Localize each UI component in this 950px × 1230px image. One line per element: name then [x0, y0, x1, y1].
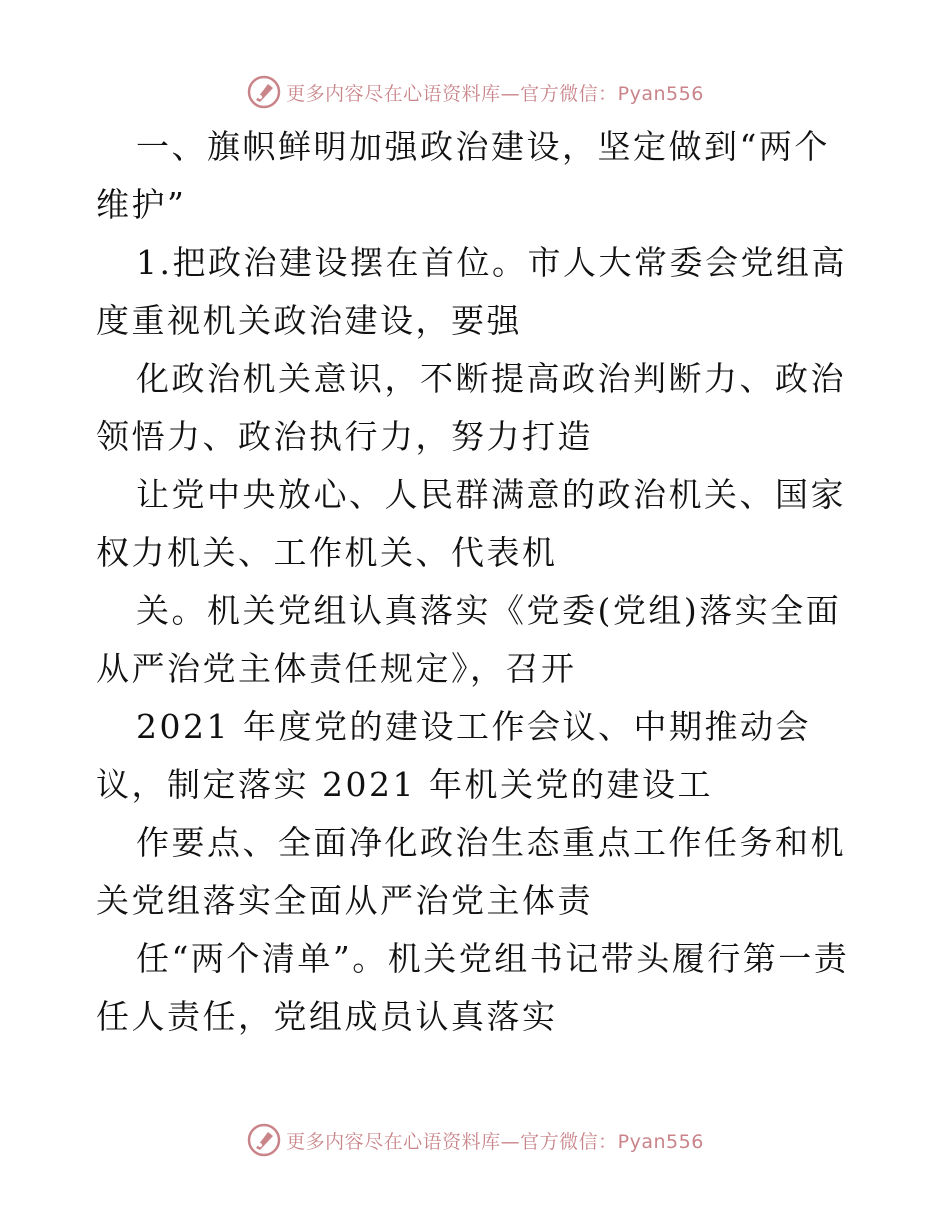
paragraph: 作要点、全面净化政治生态重点工作任务和机关党组落实全面从严治党主体责 [96, 823, 846, 920]
paragraph: 化政治机关意识，不断提高政治判断力、政治领悟力、政治执行力，努力打造 [96, 359, 846, 456]
pen-nib-logo-icon [246, 74, 282, 110]
watermark-text: 更多内容尽在心语资料库—官方微信：Pyan556 [286, 1130, 704, 1153]
header-watermark [0, 72, 950, 112]
paragraph: 任“两个清单”。机关党组书记带头履行第一责任人责任，党组成员认真落实 [96, 939, 850, 1036]
pen-nib-logo-icon [246, 1122, 282, 1158]
watermark-text: 更多内容尽在心语资料库—官方微信：Pyan556 [286, 82, 704, 105]
footer-watermark [0, 1120, 950, 1160]
paragraph: 让党中央放心、人民群满意的政治机关、国家权力机关、工作机关、代表机 [96, 475, 846, 572]
section-heading: 一、旗帜鲜明加强政治建设，坚定做到“两个维护” [96, 127, 830, 224]
document-body [96, 118, 856, 1046]
paragraph: 1.把政治建设摆在首位。市人大常委会党组高度重视机关政治建设，要强 [96, 243, 847, 340]
paragraph: 关。机关党组认真落实《党委(党组)落实全面从严治党主体责任规定》，召开 [96, 591, 842, 688]
paragraph: 2021 年度党的建设工作会议、中期推动会议，制定落实 2021 年机关党的建设工 [96, 707, 811, 804]
